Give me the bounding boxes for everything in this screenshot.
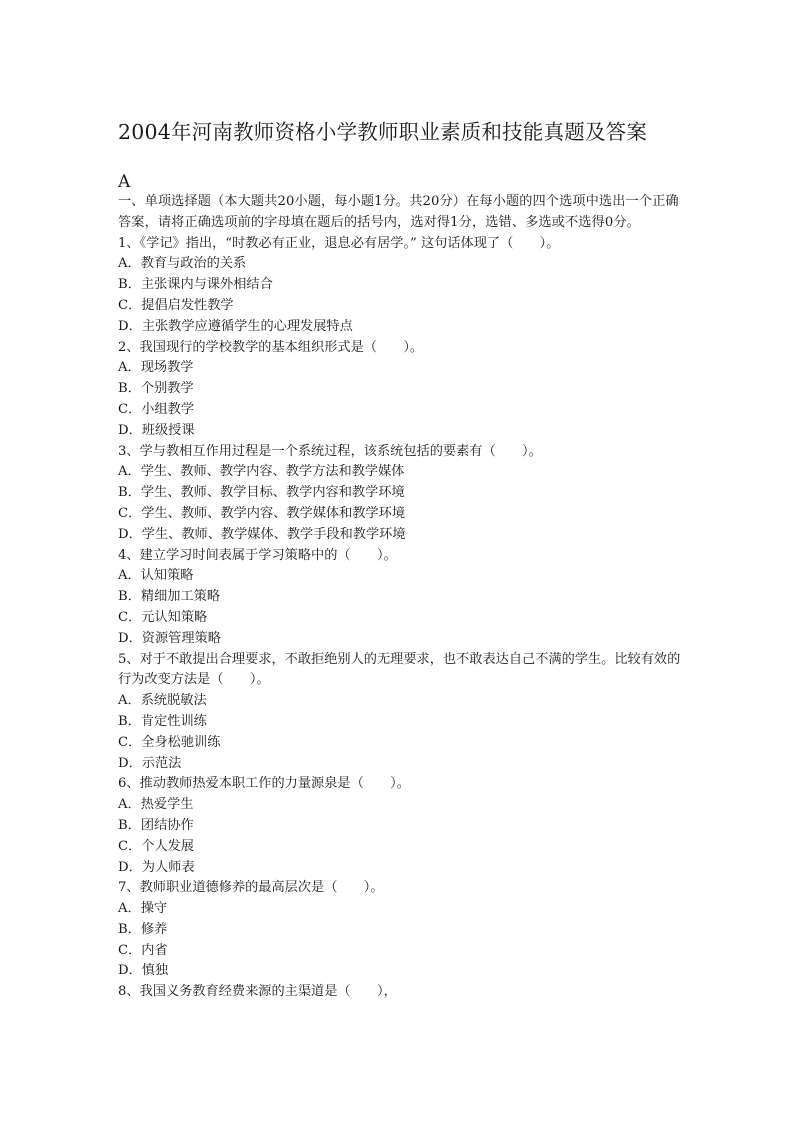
option-d: D．学生、教师、教学媒体、教学手段和教学环境 (118, 526, 406, 542)
question-8 (118, 982, 688, 1003)
option-c: C．元认知策略 (118, 609, 208, 625)
question-stem: 3、学与教相互作用过程是一个系统过程，该系统包括的要素有（ ）。 (118, 443, 542, 459)
option-d: D．慎独 (118, 963, 169, 979)
option-b: B．肯定性训练 (118, 713, 207, 729)
question-stem: 7、教师职业道德修养的最高层次是（ ）。 (118, 880, 384, 896)
section-instructions: 一、单项选择题（本大题共20小题，每小题1分。共20分）在每小题的四个选项中选出一个正确答案，请将正确选项前的字母填在题后的括号内，选对得1分，选错、多选或不选得0分。 (118, 194, 679, 230)
document-title: 2004年河南教师资格小学教师职业素质和技能真题及答案 (118, 120, 648, 144)
question-stem: 1、《学记》指出，“时教必有正业，退息必有居学。” 这句话体现了（ ）。 (118, 235, 560, 251)
option-a: A．热爱学生 (118, 797, 194, 813)
question-stem: 4、建立学习时间表属于学习策略中的（ ）。 (118, 547, 397, 563)
option-a: A．学生、教师、教学内容、教学方法和教学媒体 (118, 464, 405, 480)
option-d: D．为人师表 (118, 859, 195, 875)
question-3 (118, 442, 688, 546)
question-list (118, 234, 688, 1003)
option-a: A．操守 (118, 901, 168, 917)
question-stem: 2、我国现行的学校教学的基本组织形式是（ ）。 (118, 339, 424, 355)
option-c: C．内省 (118, 942, 168, 958)
option-a: A．系统脱敏法 (118, 693, 207, 709)
question-6 (118, 774, 688, 878)
option-d: D．主张教学应遵循学生的心理发展特点 (118, 318, 353, 334)
option-a: A．认知策略 (118, 568, 194, 584)
question-stem: 5、对于不敢提出合理要求，不敢拒绝别人的无理要求，也不敢表达自己不满的学生。比较有效的行为改变方法是（ ）。 (118, 651, 681, 688)
option-c: C．全身松驰训练 (118, 734, 221, 750)
option-c: C．个人发展 (118, 838, 195, 854)
option-b: B．个别教学 (118, 381, 194, 397)
option-c: C．提倡启发性教学 (118, 297, 234, 313)
option-a: A．教育与政治的关系 (118, 256, 247, 272)
option-c: C．小组教学 (118, 401, 195, 417)
option-b: B．主张课内与课外相结合 (118, 277, 273, 293)
option-d: D．班级授课 (118, 422, 195, 438)
question-2 (118, 338, 688, 442)
option-b: B．修养 (118, 921, 168, 937)
section-letter: A (118, 172, 131, 192)
question-4 (118, 546, 688, 650)
question-1 (118, 234, 688, 338)
option-b: B．学生、教师、教学目标、教学内容和教学环境 (118, 485, 405, 501)
question-7 (118, 878, 688, 982)
question-5 (118, 650, 688, 775)
option-b: B．精细加工策略 (118, 589, 221, 605)
question-stem: 6、推动教师热爱本职工作的力量源泉是（ ）。 (118, 776, 410, 792)
option-d: D．示范法 (118, 755, 182, 771)
option-a: A．现场教学 (118, 360, 194, 376)
option-b: B．团结协作 (118, 817, 194, 833)
option-c: C．学生、教师、教学内容、教学媒体和教学环境 (118, 505, 406, 521)
question-stem: 8、我国义务教育经费来源的主渠道是（ ）， (118, 984, 397, 1000)
option-d: D．资源管理策略 (118, 630, 221, 646)
document-page (118, 118, 688, 1003)
